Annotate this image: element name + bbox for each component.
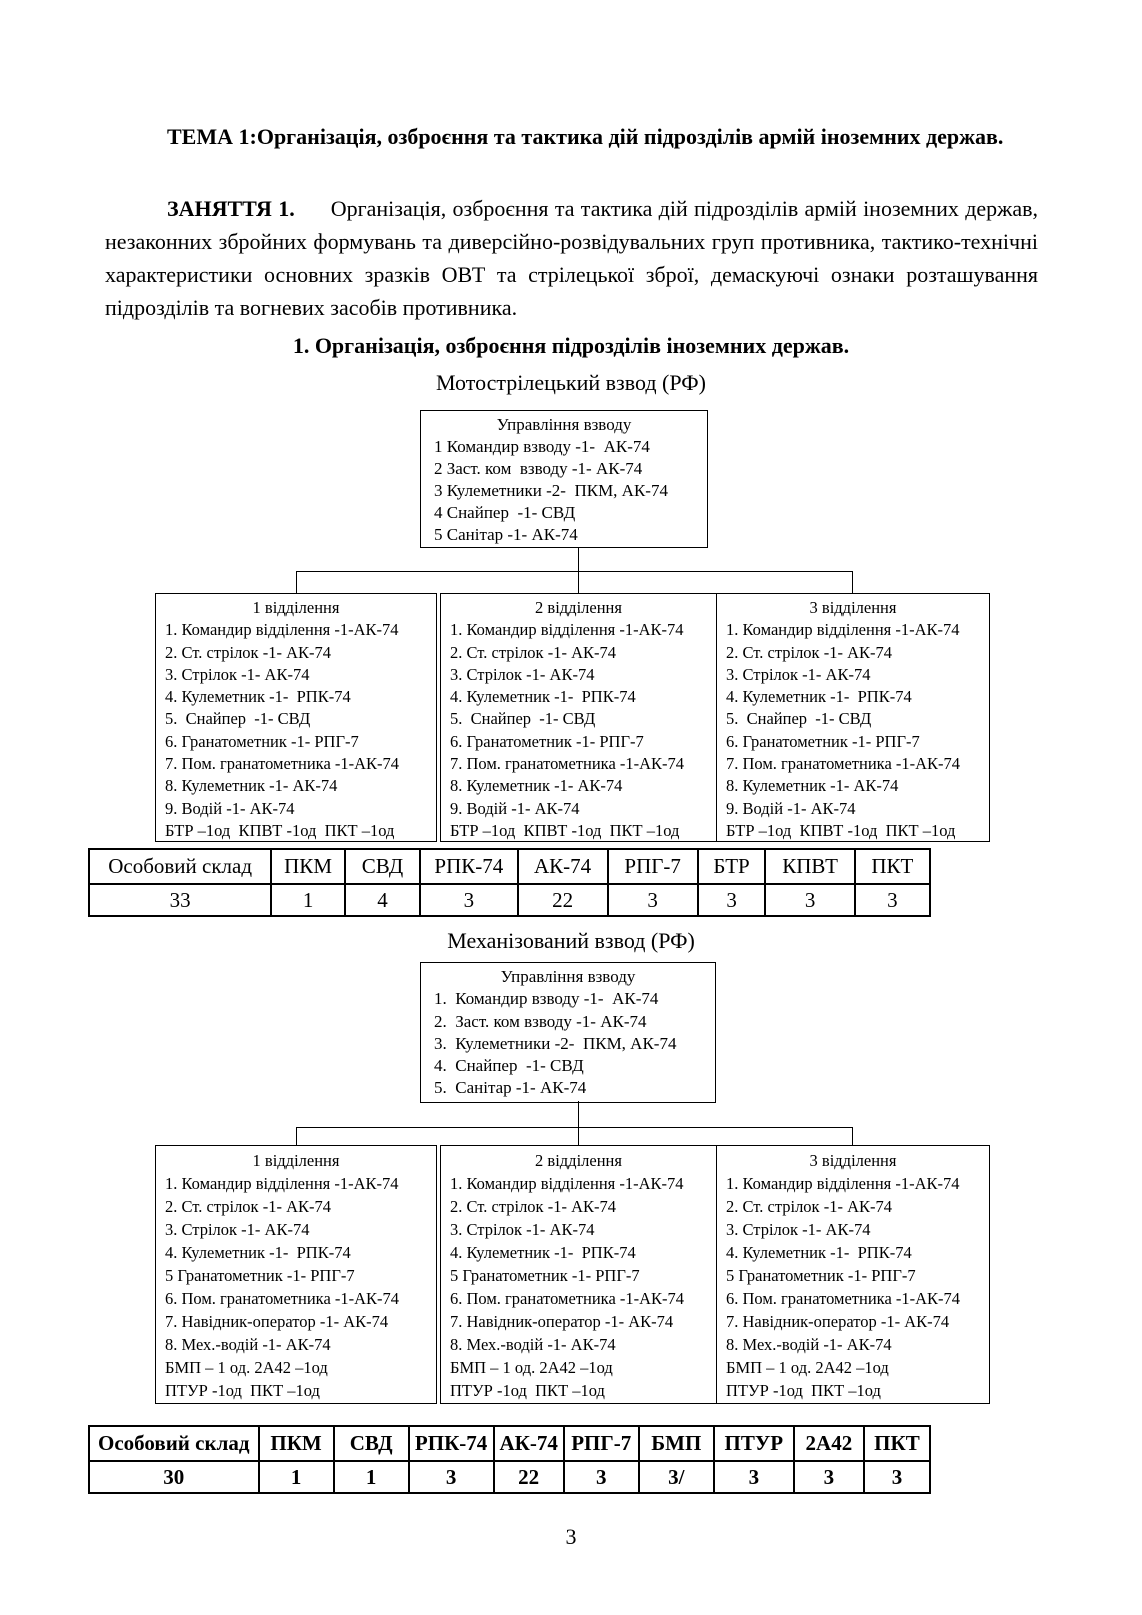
org-box-line: БТР –1од КПВТ -1од ПКТ –1од: [726, 820, 956, 840]
org-box-line: 3. Стрілок -1- АК-74: [165, 1220, 310, 1239]
org-box-line: 1 Командир взводу -1- АК-74: [434, 437, 650, 456]
org-box-line: 1. Командир відділення -1-АК-74: [165, 1174, 399, 1193]
connector-stub-right-2: [852, 1127, 853, 1145]
squad-box-3-motostriletskyi: [716, 593, 990, 842]
org-box-line: 8. Мех.-водій -1- АК-74: [450, 1335, 616, 1354]
table-header-cell: РПК-74: [409, 1426, 494, 1461]
hq-box-lines: [421, 988, 715, 1099]
table-header-cell: РПК-74: [420, 849, 517, 884]
org-box-line: 3. Стрілок -1- АК-74: [726, 664, 871, 684]
org-box-line: 8. Кулеметник -1- АК-74: [450, 776, 623, 796]
org-box-line: 6. Гранатометник -1- РПГ-7: [450, 731, 644, 751]
table-header-row: [89, 849, 930, 884]
squad-box-title: 3 відділення: [809, 1151, 897, 1170]
table-value-cell: 30: [89, 1461, 259, 1493]
org-box-line: 6. Гранатометник -1- РПГ-7: [726, 731, 920, 751]
hq-box-title: Управління взводу: [500, 967, 636, 986]
table-value-row: [89, 1461, 930, 1493]
table-header-cell: ПКТ: [864, 1426, 930, 1461]
org-box-line: 8. Мех.-водій -1- АК-74: [726, 1335, 892, 1354]
table-header-cell: ПКМ: [271, 849, 345, 884]
org-box-line: ПТУР -1од ПКТ –1од: [165, 1381, 320, 1400]
connector-stub-right-1: [852, 571, 853, 593]
table-header-cell: БМП: [639, 1426, 714, 1461]
table-header-cell: 2А42: [794, 1426, 864, 1461]
table-value-cell: 3: [714, 1461, 794, 1493]
org-box-line: 6. Пом. гранатометника -1-АК-74: [726, 1289, 961, 1308]
org-box-line: 2. Ст. стрілок -1- АК-74: [450, 1197, 616, 1216]
connector-stub-left-2: [296, 1127, 297, 1145]
page-number: 3: [565, 1524, 577, 1549]
table-header-cell: РПГ-7: [608, 849, 698, 884]
table-header-cell: СВД: [334, 1426, 409, 1461]
org-box-line: 7. Пом. гранатометника -1-АК-74: [450, 754, 685, 774]
org-box-line: БМП – 1 од. 2А42 –1од: [726, 1358, 889, 1377]
org-box-line: 9. Водій -1- АК-74: [726, 798, 856, 818]
connector-vertical-1: [578, 547, 579, 593]
squad-box-lines: [441, 1172, 716, 1402]
org-box-line: 4. Снайпер -1- СВД: [434, 1056, 584, 1076]
connector-stub-left-1: [296, 571, 297, 593]
org-box-line: 7. Навідник-оператор -1- АК-74: [450, 1312, 674, 1331]
table-header-cell: Особовий склад: [89, 1426, 259, 1461]
org-box-line: 4 Снайпер -1- СВД: [434, 503, 576, 522]
table-value-cell: 1: [334, 1461, 409, 1493]
zanyattya-text: Організація, озброєння та тактика дій підрозділів армій іноземних держав, незаконних збройних формувань та диверсійно-розвідувальних груп противника, тактико-технічні характеристики основних зразків ОВТ та стрілецької зброї, демаскуючі ознаки розташування підрозділів та вогневих засобів противника.: [105, 196, 1039, 320]
org-box-line: 2. Заст. ком взводу -1- АК-74: [434, 1011, 647, 1031]
org-box-line: 4. Кулеметник -1- РПК-74: [165, 687, 351, 707]
org-box-line: 5 Гранатометник -1- РПГ-7: [450, 1266, 640, 1285]
org-box-line: 3 Кулеметники -2- ПКМ, АК-74: [434, 481, 668, 500]
org-box-line: БТР –1од КПВТ -1од ПКТ –1од: [165, 820, 395, 840]
org-box-line: 5 Санітар -1- АК-74: [434, 525, 578, 544]
table-header-cell: ПТУР: [714, 1426, 794, 1461]
org-box-line: ПТУР -1од ПКТ –1од: [726, 1381, 881, 1400]
org-box-line: 4. Кулеметник -1- РПК-74: [726, 1243, 912, 1262]
org-box-line: 4. Кулеметник -1- РПК-74: [450, 687, 636, 707]
org-box-line: 1. Командир відділення -1-АК-74: [450, 620, 684, 640]
table-value-cell: 3: [420, 884, 517, 916]
squad-box-title: 3 відділення: [809, 598, 897, 617]
org-box-line: 2. Ст. стрілок -1- АК-74: [450, 642, 616, 662]
org-box-line: 3. Кулеметники -2- ПКМ, АК-74: [434, 1033, 677, 1053]
org-box-line: 3. Стрілок -1- АК-74: [165, 664, 310, 684]
org-box-line: ПТУР -1од ПКТ –1од: [450, 1381, 605, 1400]
tema-paragraph: ТЕМА 1:Організація, озброєння та тактика дій підрозділів армій іноземних держав.: [167, 124, 1004, 149]
zanyattya-paragraph: [105, 192, 1038, 324]
squad-box-title: 1 відділення: [252, 598, 340, 617]
table-value-cell: 3: [794, 1461, 864, 1493]
org-box-line: 9. Водій -1- АК-74: [450, 798, 580, 818]
summary-table-motostriletskyi: [88, 848, 931, 917]
squad-box-1-motostriletskyi: [155, 593, 437, 842]
org-box-line: БМП – 1 од. 2А42 –1од: [165, 1358, 328, 1377]
section-heading: 1. Організація, озброєння підрозділів іноземних держав.: [292, 333, 850, 358]
table-value-cell: 22: [494, 1461, 564, 1493]
squad-box-title: 1 відділення: [252, 1151, 340, 1170]
org-box-line: 1. Командир відділення -1-АК-74: [726, 620, 960, 640]
org-box-line: 3. Стрілок -1- АК-74: [450, 664, 595, 684]
squad-box-lines: [717, 619, 989, 842]
squad-box-lines: [441, 619, 716, 842]
org-box-line: 7. Пом. гранатометника -1-АК-74: [726, 754, 961, 774]
table-header-cell: Особовий склад: [89, 849, 271, 884]
table-value-cell: 22: [518, 884, 608, 916]
org-box-line: 2 Заст. ком взводу -1- АК-74: [434, 459, 643, 478]
table-value-cell: 4: [345, 884, 420, 916]
squad-box-lines: [156, 619, 436, 842]
org-box-line: 1. Командир відділення -1-АК-74: [450, 1174, 684, 1193]
org-box-line: 8. Кулеметник -1- АК-74: [165, 776, 338, 796]
org-box-line: 2. Ст. стрілок -1- АК-74: [165, 1197, 331, 1216]
table-value-cell: 3: [564, 1461, 639, 1493]
org-box-line: 4. Кулеметник -1- РПК-74: [726, 687, 912, 707]
org-box-line: 7. Пом. гранатометника -1-АК-74: [165, 754, 400, 774]
org-box-line: 6. Пом. гранатометника -1-АК-74: [165, 1289, 400, 1308]
table-value-cell: 3: [608, 884, 698, 916]
summary-table-mekhanizovanyi: [88, 1425, 931, 1494]
hq-box-lines: [421, 436, 707, 546]
table-header-cell: БТР: [698, 849, 766, 884]
org-box-line: 7. Навідник-оператор -1- АК-74: [726, 1312, 950, 1331]
table-value-cell: 3: [765, 884, 854, 916]
org-box-line: БТР –1од КПВТ -1од ПКТ –1од: [450, 820, 680, 840]
org-box-line: 1. Командир відділення -1-АК-74: [165, 620, 399, 640]
org-box-line: 4. Кулеметник -1- РПК-74: [165, 1243, 351, 1262]
table-value-row: [89, 884, 930, 916]
org-box-line: 4. Кулеметник -1- РПК-74: [450, 1243, 636, 1262]
table-header-cell: ПКТ: [855, 849, 930, 884]
chart-title-mekhanizovanyi: Механізований взвод (РФ): [447, 928, 695, 953]
table-value-cell: 3: [409, 1461, 494, 1493]
squad-box-2-motostriletskyi: [440, 593, 717, 842]
table-header-cell: АК-74: [518, 849, 608, 884]
table-value-cell: 3: [855, 884, 930, 916]
org-box-line: 5 Гранатометник -1- РПГ-7: [165, 1266, 355, 1285]
org-box-line: 7. Навідник-оператор -1- АК-74: [165, 1312, 389, 1331]
table-header-cell: АК-74: [494, 1426, 564, 1461]
hq-box-title: Управління взводу: [496, 415, 632, 434]
org-box-line: 1. Командир взводу -1- АК-74: [434, 989, 659, 1009]
squad-box-2-mekhanizovanyi: [440, 1145, 717, 1404]
org-box-line: БМП – 1 од. 2А42 –1од: [450, 1358, 613, 1377]
squad-box-1-mekhanizovanyi: [155, 1145, 437, 1404]
org-box-line: 5. Санітар -1- АК-74: [434, 1078, 587, 1098]
table-value-cell: 3: [698, 884, 766, 916]
org-box-line: 2. Ст. стрілок -1- АК-74: [165, 642, 331, 662]
connector-horizontal-1: [296, 571, 853, 572]
table-value-cell: 33: [89, 884, 271, 916]
squad-box-title: 2 відділення: [535, 598, 622, 617]
table-value-cell: 3/: [639, 1461, 714, 1493]
zanyattya-label: ЗАНЯТТЯ 1.: [167, 196, 295, 221]
org-box-line: 3. Стрілок -1- АК-74: [450, 1220, 595, 1239]
hq-box-motostriletskyi: [420, 410, 708, 548]
squad-box-lines: [717, 1172, 989, 1402]
hq-box-mekhanizovanyi: [420, 962, 716, 1103]
org-box-line: 9. Водій -1- АК-74: [165, 798, 295, 818]
org-box-line: 3. Стрілок -1- АК-74: [726, 1220, 871, 1239]
table-header-row: [89, 1426, 930, 1461]
table-header-cell: ПКМ: [259, 1426, 334, 1461]
table-value-cell: 3: [864, 1461, 930, 1493]
table-header-cell: СВД: [345, 849, 420, 884]
org-box-line: 8. Мех.-водій -1- АК-74: [165, 1335, 331, 1354]
table-value-cell: 1: [259, 1461, 334, 1493]
org-box-line: 5. Снайпер -1- СВД: [165, 709, 311, 729]
org-box-line: 2. Ст. стрілок -1- АК-74: [726, 1197, 892, 1216]
org-box-line: 5. Снайпер -1- СВД: [726, 709, 872, 729]
org-box-line: 1. Командир відділення -1-АК-74: [726, 1174, 960, 1193]
connector-vertical-2: [578, 1101, 579, 1145]
squad-box-lines: [156, 1172, 436, 1402]
org-box-line: 6. Пом. гранатометника -1-АК-74: [450, 1289, 685, 1308]
connector-horizontal-2: [296, 1127, 853, 1128]
chart-title-motostriletskyi: Мотострілецький взвод (РФ): [436, 370, 706, 395]
org-box-line: 5. Снайпер -1- СВД: [450, 709, 596, 729]
org-box-line: 5 Гранатометник -1- РПГ-7: [726, 1266, 916, 1285]
squad-box-title: 2 відділення: [535, 1151, 622, 1170]
org-box-line: 6. Гранатометник -1- РПГ-7: [165, 731, 359, 751]
squad-box-3-mekhanizovanyi: [716, 1145, 990, 1404]
table-value-cell: 1: [271, 884, 345, 916]
org-box-line: 2. Ст. стрілок -1- АК-74: [726, 642, 892, 662]
table-header-cell: КПВТ: [765, 849, 854, 884]
table-header-cell: РПГ-7: [564, 1426, 639, 1461]
org-box-line: 8. Кулеметник -1- АК-74: [726, 776, 899, 796]
